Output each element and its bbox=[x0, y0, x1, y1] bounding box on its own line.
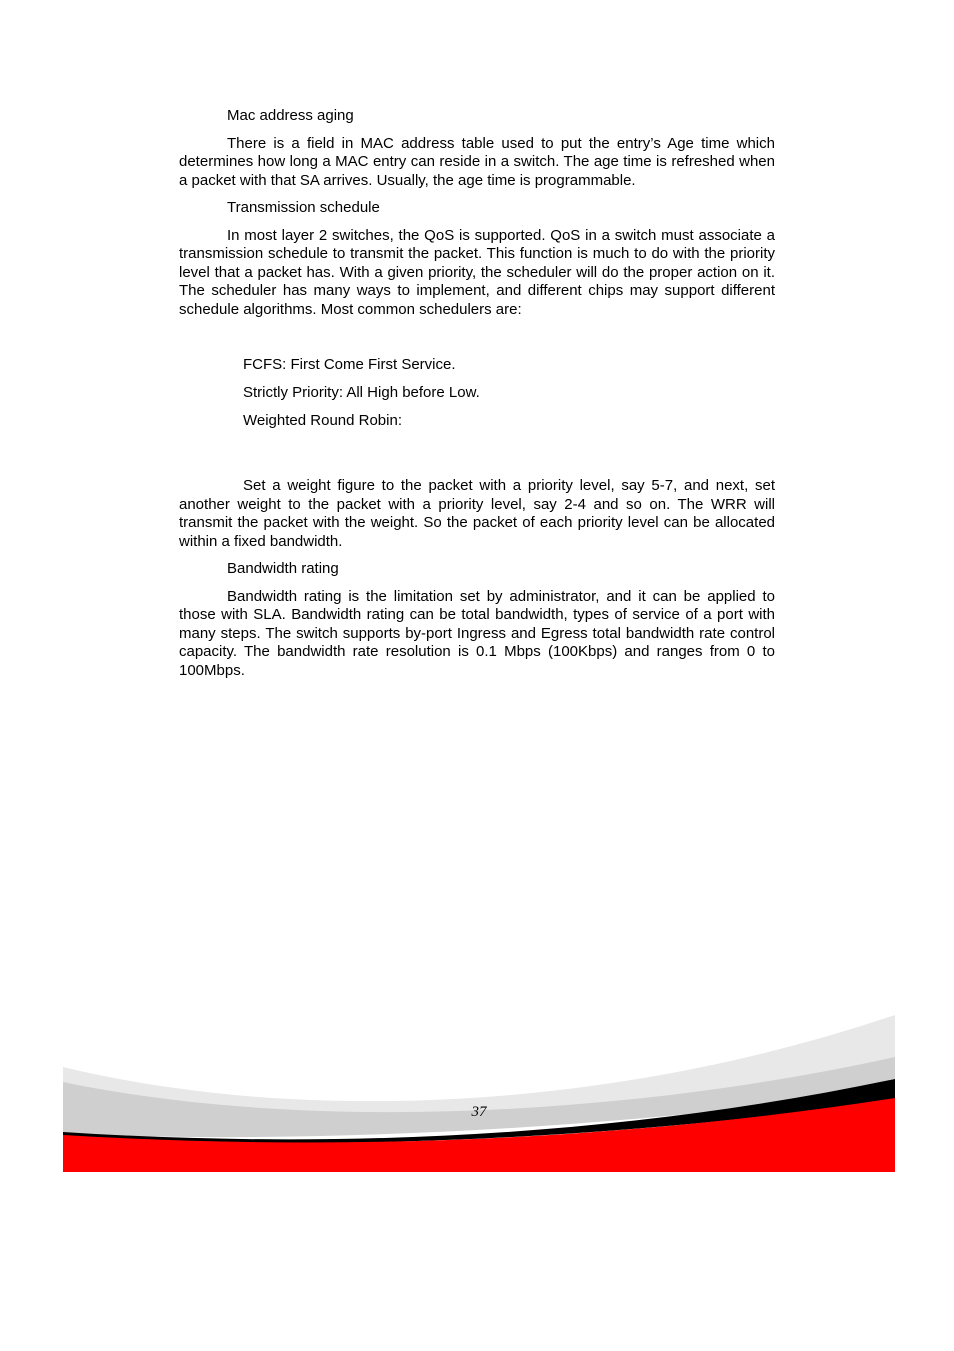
paragraph-wrr: Set a weight figure to the packet with a priority level, say 5-7, and next, set another weight to the packet with a priority level, say 2-4 and so on. The WRR will transmit the packet with the weight. So the packet of each priority level can be allocated within a fixed bandwidth. bbox=[179, 477, 775, 550]
spacer bbox=[179, 440, 775, 477]
list-item: Weighted Round Robin: bbox=[243, 412, 402, 429]
scheduler-list bbox=[243, 356, 775, 431]
paragraph-bandwidth-rating: Bandwidth rating is the limitation set by administrator, and it can be applied to those with SLA. Bandwidth rating can be total bandwidth, types of service of a port with many steps. The switch supports by-port Ingress and Egress total bandwidth rate control capacity. The bandwidth rate resolution is 0.1 Mbps (100Kbps) and ranges from 0 to 100Mbps. bbox=[179, 587, 775, 679]
page-body bbox=[179, 107, 775, 689]
list-item: FCFS: First Come First Service. bbox=[243, 356, 456, 373]
footer-swoosh-graphic bbox=[63, 1012, 895, 1172]
page-footer bbox=[63, 1012, 895, 1172]
paragraph-mac-aging: There is a field in MAC address table used to put the entry’s Age time which determines how long a MAC entry can reside in a switch. The age time is refreshed when a packet with that SA arrives. Usually, the age time is programmable. bbox=[179, 134, 775, 189]
list-item: Strictly Priority: All High before Low. bbox=[243, 384, 480, 401]
section-heading-transmission-schedule: Transmission schedule bbox=[227, 199, 380, 216]
section-heading-bandwidth-rating: Bandwidth rating bbox=[227, 560, 339, 577]
section-heading-mac-aging: Mac address aging bbox=[227, 107, 354, 124]
page-number: 37 bbox=[471, 1104, 487, 1120]
paragraph-transmission-schedule: In most layer 2 switches, the QoS is supported. QoS in a switch must associate a transmission schedule to transmit the packet. This function is much to do with the priority level that a packet has. With a given priority, the scheduler will do the proper action on it. The scheduler has many ways to implement, and different chips may support different schedule algorithms. Most common schedulers are: bbox=[179, 226, 775, 318]
